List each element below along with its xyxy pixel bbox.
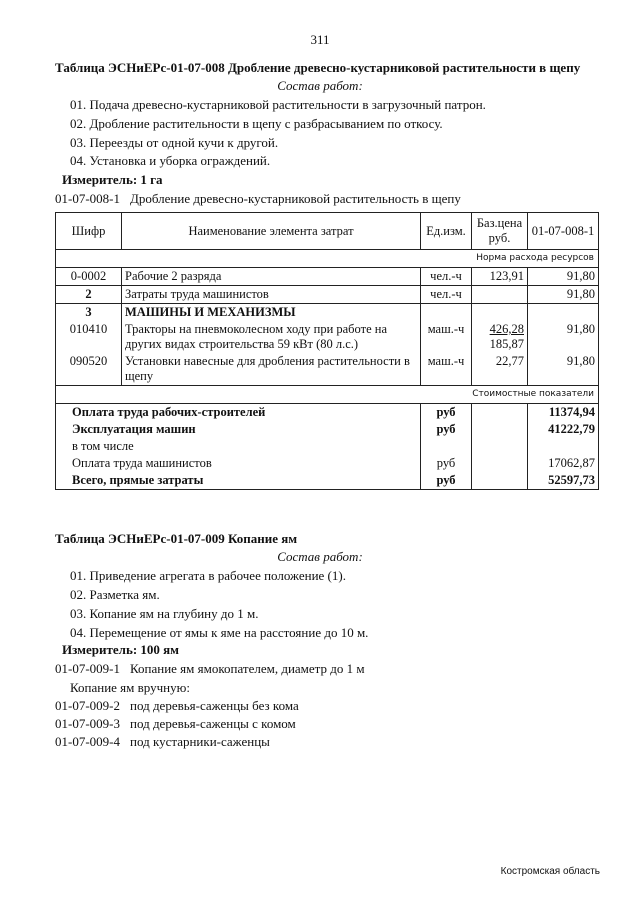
row-value: 91,80 — [528, 321, 599, 353]
row-name: Рабочие 2 разряда — [122, 268, 421, 286]
table2-item-name: под деревья-саженцы без кома — [130, 698, 299, 713]
table1-step-3: 03. Переезды от одной кучи к другой. — [70, 135, 279, 150]
row-code: 010410 — [56, 321, 122, 353]
table-row — [56, 353, 599, 386]
table2-subheading: Копание ям вручную: — [70, 680, 190, 695]
table-row — [56, 268, 599, 286]
row-value: 91,80 — [528, 268, 599, 286]
table2-item-code: 01-07-009-4 — [55, 734, 120, 749]
table1-item-name: Дробление древесно-кустарниковой растительность в щепу — [130, 191, 461, 206]
table1-step-2: 02. Дробление растительности в щепу с разбрасыванием по откосу. — [70, 116, 443, 131]
page-number: 311 — [310, 32, 330, 47]
table2-step-1: 01. Приведение агрегата в рабочее положение (1). — [70, 568, 346, 583]
cost-row — [56, 472, 599, 490]
table-row — [56, 286, 599, 304]
cost-name: Эксплуатация машин — [56, 421, 421, 438]
row-code: 0-0002 — [56, 268, 122, 286]
row-name: Тракторы на пневмоколесном ходу при работе на других видах строительства 59 кВт (80 л.с.) — [122, 321, 421, 353]
row-code: 3 — [56, 304, 122, 322]
table2-item-name: Копание ям ямокопателем, диаметр до 1 м — [130, 661, 365, 676]
cost-name: Оплата труда машинистов — [56, 455, 421, 472]
row-name: Установки навесные для дробления растительности в щепу — [122, 353, 421, 386]
table2-item-code: 01-07-009-2 — [55, 698, 120, 713]
row-unit: чел.-ч — [421, 268, 472, 286]
cost-row — [56, 438, 599, 455]
cost-unit: руб — [421, 472, 472, 490]
header-price: Баз.цена руб. — [472, 213, 528, 250]
table-row — [56, 304, 599, 322]
cost-unit: руб — [421, 404, 472, 422]
row-code: 2 — [56, 286, 122, 304]
cost-value: 41222,79 — [528, 421, 599, 438]
cost-value: 11374,94 — [528, 404, 599, 422]
table2-title: Таблица ЭСНиЕРс-01-07-009 Копание ям — [55, 531, 298, 546]
table2-step-4: 04. Перемещение от ямы к яме на расстояние до 10 м. — [70, 625, 369, 640]
cost-row — [56, 421, 599, 438]
row-name: Затраты труда машинистов — [122, 286, 421, 304]
table2-measure: Измеритель: 100 ям — [62, 642, 180, 657]
cost-name: Всего, прямые затраты — [56, 472, 421, 490]
row-unit: чел.-ч — [421, 286, 472, 304]
row-value: 91,80 — [528, 286, 599, 304]
table2-item-name: под кустарники-саженцы — [130, 734, 270, 749]
table1-sostav-label: Состав работ: — [277, 78, 363, 93]
table1-step-4: 04. Установка и уборка ограждений. — [70, 153, 271, 168]
row-name: МАШИНЫ И МЕХАНИЗМЫ — [122, 304, 421, 322]
table2-item-code: 01-07-009-1 — [55, 661, 120, 676]
row-price — [472, 321, 528, 353]
table2-step-3: 03. Копание ям на глубину до 1 м. — [70, 606, 259, 621]
row-price-secondary: 185,87 — [489, 337, 524, 351]
table-header-row — [56, 213, 599, 250]
cost-value: 17062,87 — [528, 455, 599, 472]
row-unit: маш.-ч — [421, 353, 472, 386]
row-price-primary: 426,28 — [489, 322, 524, 336]
row-price: 22,77 — [472, 353, 528, 386]
row-price: 123,91 — [472, 268, 528, 286]
cost-band-label: Стоимостные показатели — [56, 386, 599, 404]
norm-band-label: Норма расхода ресурсов — [56, 250, 599, 268]
header-name: Наименование элемента затрат — [122, 213, 421, 250]
header-code: Шифр — [56, 213, 122, 250]
cost-name: Оплата труда рабочих-строителей — [56, 404, 421, 422]
header-unit: Ед.изм. — [421, 213, 472, 250]
cost-name: в том числе — [56, 438, 421, 455]
row-value: 91,80 — [528, 353, 599, 386]
cost-row — [56, 455, 599, 472]
table1-item-code: 01-07-008-1 — [55, 191, 120, 206]
cost-unit: руб — [421, 455, 472, 472]
table2-step-2: 02. Разметка ям. — [70, 587, 160, 602]
row-price — [472, 286, 528, 304]
table-row — [56, 321, 599, 353]
cost-value: 52597,73 — [528, 472, 599, 490]
cost-band-row — [56, 386, 599, 404]
cost-row — [56, 404, 599, 422]
table1-title: Таблица ЭСНиЕРс-01-07-008 Дробление древесно-кустарниковой растительности в щепу — [55, 60, 581, 75]
row-unit: маш.-ч — [421, 321, 472, 353]
table1-step-1: 01. Подача древесно-кустарниковой растительности в загрузочный патрон. — [70, 97, 486, 112]
cost-unit: руб — [421, 421, 472, 438]
row-code: 090520 — [56, 353, 122, 386]
table2-item-name: под деревья-саженцы с комом — [130, 716, 296, 731]
table2-item-code: 01-07-009-3 — [55, 716, 120, 731]
table2-sostav-label: Состав работ: — [277, 549, 363, 564]
norm-band-row — [56, 250, 599, 268]
resource-table — [55, 212, 599, 490]
table1-measure: Измеритель: 1 га — [62, 172, 163, 187]
footer-region: Костромская область — [500, 866, 600, 877]
header-column: 01-07-008-1 — [528, 213, 599, 250]
